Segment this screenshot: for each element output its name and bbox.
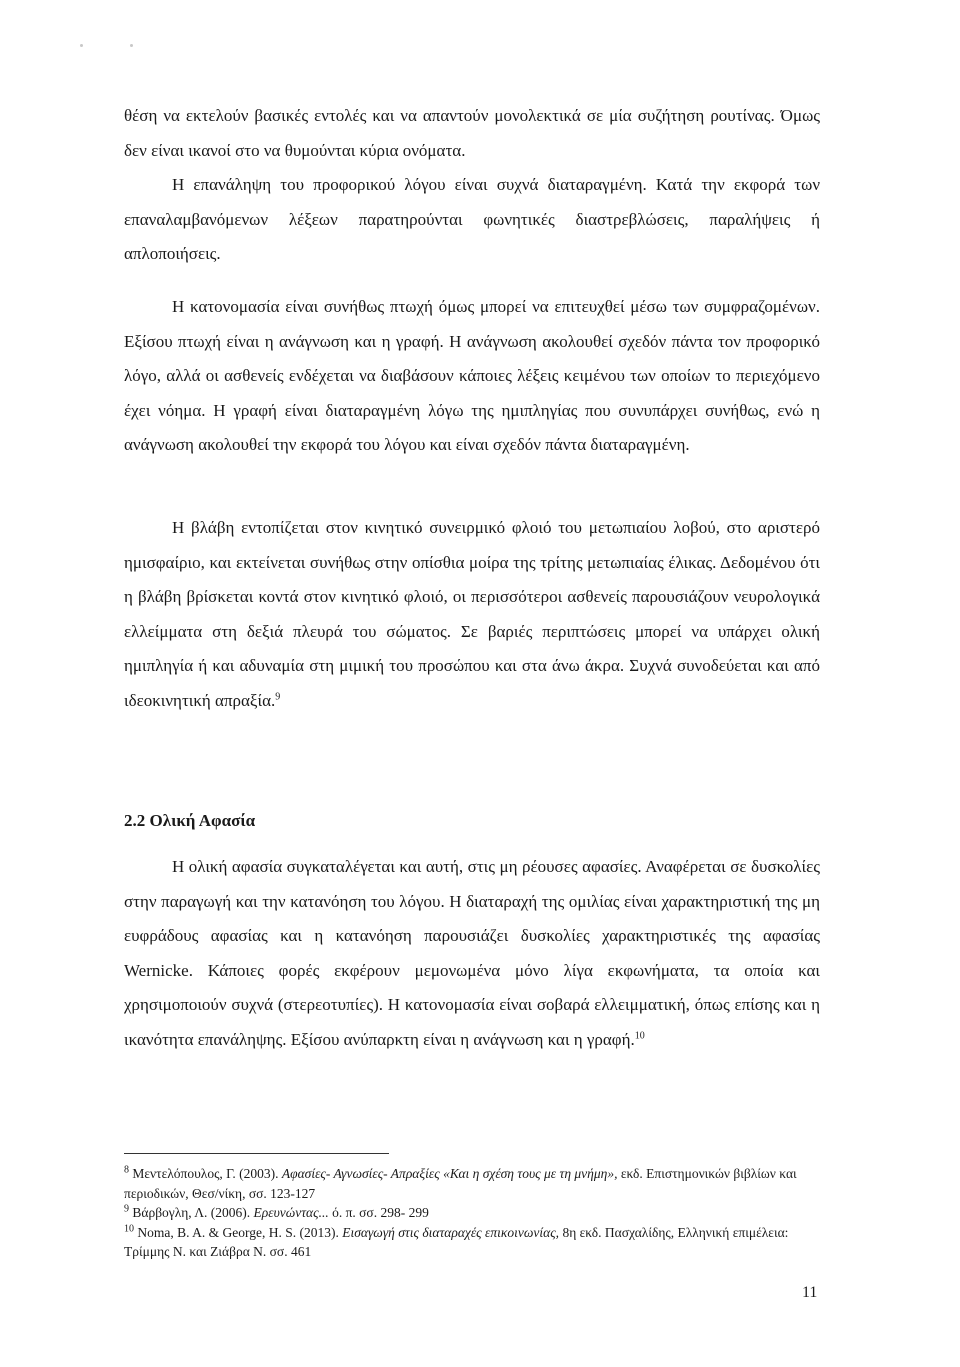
paragraph-text: Η κατονομασία είναι συνήθως πτωχή όμως μπορεί να επιτευχθεί μέσω των συμφραζομένων. Εξίσου πτωχή είναι η ανάγνωση και η γραφή. Η ανάγνωση ακολουθεί σχεδόν πάντα τον προφορικό λόγο, αλλά οι ασθενείς ενδέχεται να διαβάσουν κάποιες λέξεις κειμένου των οποίων το περιεχόμενο έχει νόημα. Η γραφή είναι διαταραγμένη λόγω της ημιπληγίας που συνυπάρχει συνήθως, ενώ η ανάγνωση ακολουθεί την εκφορά του λόγου και είναι σχεδόν πάντα διαταραγμένη. [124, 297, 820, 454]
footnote-title: Αφασίες- Αγνωσίες- Απραξίες «Και η σχέση τους με τη μνήμη», [281, 1166, 618, 1181]
scan-speck [80, 44, 83, 47]
footnote-reference[interactable]: 9 [275, 690, 281, 702]
page-number: 11 [802, 1284, 818, 1301]
footnote-reference[interactable]: 10 [634, 1029, 645, 1041]
paragraph-lesion [124, 511, 820, 718]
footnote [124, 1203, 820, 1223]
section-heading: 2.2 Ολική Αφασία [124, 811, 256, 830]
footnote [124, 1164, 820, 1203]
paragraph-continuation [124, 99, 820, 168]
paragraph-text: Η επανάληψη του προφορικού λόγου είναι συχνά διαταραγμένη. Κατά την εκφορά των επαναλαμβανόμενων λέξεων παρατηρούνται φωνητικές διαστρεβλώσεις, παραλήψεις ή απλοποιήσεις. [124, 175, 820, 263]
footnotes [124, 1164, 820, 1262]
footnote-text: Μεντελόπουλος, Γ. (2003). [132, 1166, 282, 1181]
scan-speck [130, 44, 133, 47]
footnote-text: εκδ. Επιστημονικών βιβλίων και περιοδικών, Θεσ/νίκη, σσ. 123-127 [124, 1166, 797, 1201]
footnote-separator [124, 1153, 389, 1154]
paragraph-global-aphasia [124, 850, 820, 1057]
footnote-text: ό. π. σσ. 298- 299 [328, 1205, 429, 1220]
paragraph-text: θέση να εκτελούν βασικές εντολές και να απαντούν μονολεκτικά σε μία συζήτηση ρουτίνας. Όμως δεν είναι ικανοί στο να θυμούνται κύρια ονόματα. [124, 106, 820, 160]
paragraph-text: Η ολική αφασία συγκαταλέγεται και αυτή, στις μη ρέουσες αφασίες. Αναφέρεται σε δυσκολίες στην παραγωγή και την κατανόηση του λόγου. Η διαταραχή της ομιλίας είναι χαρακτηριστική της μη ευφράδους αφασίας και η κατανόηση παρουσιάζει δυσκολίες χαρακτηριστικές της αφασίας Wernicke. Κάποιες φορές εκφέρουν μεμονωμένα μόνο λίγα εκφωνήματα, τα οποία και χρησιμοποιούν συχνά (στερεοτυπίες). Η κατονομασία είναι σοβαρά ελλειμματική, όπως επίσης και η ικανότητα επανάληψης. Εξίσου ανύπαρκτη είναι η ανάγνωση και η γραφή. [124, 857, 820, 1049]
footnote-title: Εισαγωγή στις διαταραχές επικοινωνίας, [342, 1224, 560, 1240]
footnote-number: 9 [124, 1203, 129, 1215]
footnote-number: 8 [124, 1164, 129, 1176]
footnote [124, 1223, 820, 1262]
paragraph-text: Η βλάβη εντοπίζεται στον κινητικό συνειρμικό φλοιό του μετωπιαίου λοβού, στο αριστερό ημισφαίριο, και εκτείνεται συνήθως στην οπίσθια μοίρα της τρίτης μετωπιαίας έλικας. Δεδομένου ότι η βλάβη βρίσκεται κοντά στον κινητικό φλοιό, οι περισσότεροι ασθενείς παρουσιάζουν νευρολογικά ελλείμματα στη δεξιά πλευρά του σώματος. Σε βαριές περιπτώσεις μπορεί να υπάρχει ολική ημιπληγία ή και αδυναμία στη μιμική του προσώπου και στα άνω άκρα. Συχνά συνοδεύεται και από ιδεοκινητική απραξία. [124, 518, 820, 710]
footnote-number: 10 [124, 1223, 134, 1234]
footnote-title: Ερευνώντας... [253, 1205, 329, 1220]
footnote-text: Βάρβογλη, Λ. (2006). [132, 1205, 254, 1220]
paragraph-naming-reading [124, 290, 820, 463]
footnote-text: Noma, B. A. & George, H. S. (2013). [137, 1224, 343, 1240]
footnote-text: 8η εκδ. Πασχαλίδης, Ελληνική επιμέλεια: Τρίμμης Ν. και Ζιάβρα Ν. σσ. 461 [124, 1224, 789, 1259]
paragraph-repetition [124, 168, 820, 272]
